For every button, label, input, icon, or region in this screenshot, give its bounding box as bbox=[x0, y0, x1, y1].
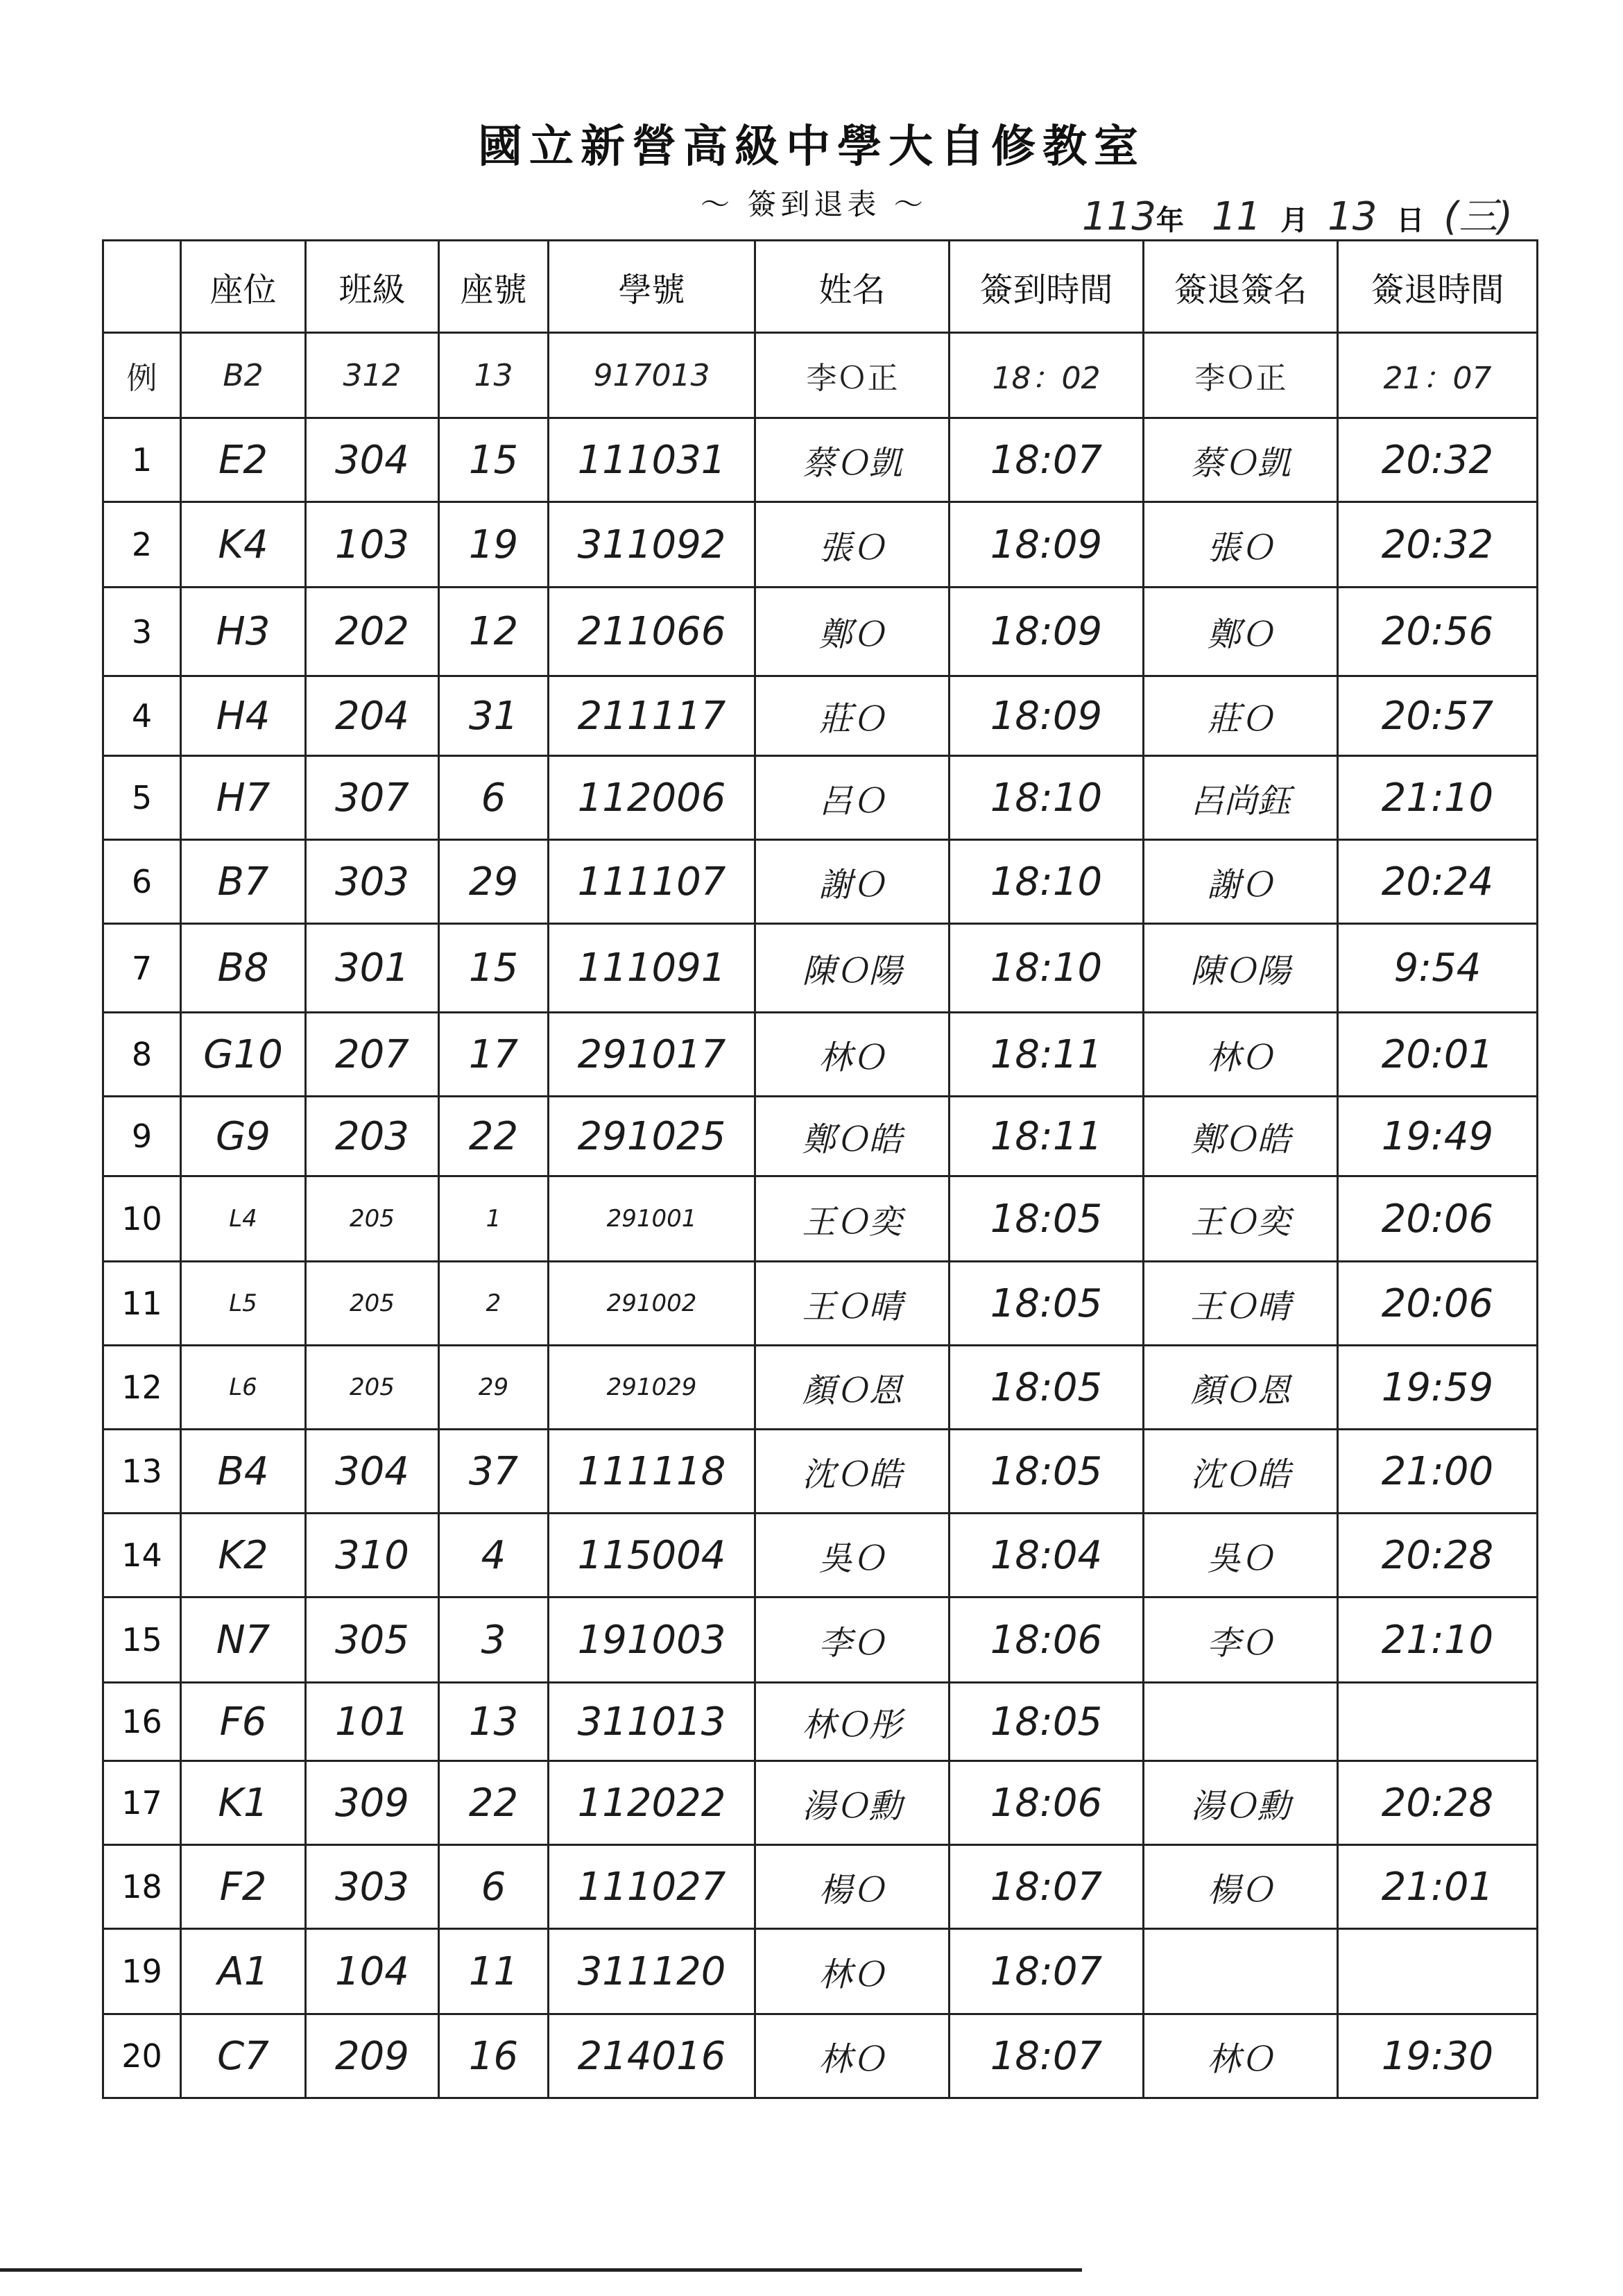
cell-student-id: 191003 bbox=[549, 1597, 755, 1683]
cell-student-id: 311092 bbox=[549, 502, 755, 588]
cell-seat-no: 29 bbox=[439, 840, 549, 924]
cell-sign-out-signature: 王Ｏ奕 bbox=[1144, 1176, 1338, 1262]
cell-row-index: 2 bbox=[103, 502, 181, 588]
cell-seat-no: 1 bbox=[439, 1176, 549, 1262]
cell-sign-out-time: 20:56 bbox=[1338, 588, 1538, 676]
cell-sign-in-time: 18:07 bbox=[950, 2014, 1144, 2098]
table-row bbox=[103, 1013, 1538, 1097]
cell-row-index: 16 bbox=[103, 1683, 181, 1761]
date-day: 13 bbox=[1328, 194, 1377, 239]
cell-sign-out-signature: 林Ｏ bbox=[1144, 1013, 1338, 1097]
date-year-unit: 年 bbox=[1156, 204, 1184, 237]
cell-sign-out-signature: 顏Ｏ恩 bbox=[1144, 1346, 1338, 1430]
cell-student-id: 311120 bbox=[549, 1929, 755, 2014]
cell-student-id: 111118 bbox=[549, 1430, 755, 1514]
example-label: 例 bbox=[103, 333, 181, 418]
cell-sign-out-signature: 蔡Ｏ凱 bbox=[1144, 418, 1338, 502]
cell-student-id: 111027 bbox=[549, 1845, 755, 1929]
cell-sign-in-time: 18:05 bbox=[950, 1262, 1144, 1346]
cell-sign-out-signature: 莊Ｏ bbox=[1144, 676, 1338, 756]
cell-seat: L6 bbox=[181, 1346, 306, 1430]
cell-row-index: 11 bbox=[103, 1262, 181, 1346]
example-class: 312 bbox=[306, 333, 439, 418]
cell-sign-out-time: 19:49 bbox=[1338, 1097, 1538, 1176]
cell-sign-out-time: 21:00 bbox=[1338, 1430, 1538, 1514]
cell-class: 207 bbox=[306, 1013, 439, 1097]
table-row bbox=[103, 588, 1538, 676]
col-header-seat: 座位 bbox=[181, 241, 306, 333]
cell-name: 林Ｏ彤 bbox=[755, 1683, 950, 1761]
cell-row-index: 12 bbox=[103, 1346, 181, 1430]
cell-class: 304 bbox=[306, 418, 439, 502]
table-row bbox=[103, 1097, 1538, 1176]
cell-row-index: 3 bbox=[103, 588, 181, 676]
cell-sign-out-time bbox=[1338, 1929, 1538, 2014]
cell-name: 沈Ｏ皓 bbox=[755, 1430, 950, 1514]
col-header-student-id: 學號 bbox=[549, 241, 755, 333]
cell-sign-out-time: 20:01 bbox=[1338, 1013, 1538, 1097]
cell-student-id: 111031 bbox=[549, 418, 755, 502]
cell-seat-no: 17 bbox=[439, 1013, 549, 1097]
page-bottom-rule bbox=[0, 2268, 1082, 2272]
cell-name: 李Ｏ bbox=[755, 1597, 950, 1683]
col-header-class: 班級 bbox=[306, 241, 439, 333]
cell-name: 蔡Ｏ凱 bbox=[755, 418, 950, 502]
cell-seat: L4 bbox=[181, 1176, 306, 1262]
cell-seat: H7 bbox=[181, 756, 306, 840]
cell-seat: F6 bbox=[181, 1683, 306, 1761]
cell-seat-no: 11 bbox=[439, 1929, 549, 2014]
cell-class: 307 bbox=[306, 756, 439, 840]
cell-seat-no: 37 bbox=[439, 1430, 549, 1514]
cell-class: 305 bbox=[306, 1597, 439, 1683]
date-month: 11 bbox=[1211, 194, 1262, 239]
cell-sign-in-time: 18:10 bbox=[950, 756, 1144, 840]
cell-class: 303 bbox=[306, 840, 439, 924]
cell-row-index: 10 bbox=[103, 1176, 181, 1262]
table-row bbox=[103, 1430, 1538, 1514]
example-row bbox=[103, 333, 1538, 418]
table-row bbox=[103, 840, 1538, 924]
cell-sign-out-signature: 楊Ｏ bbox=[1144, 1845, 1338, 1929]
cell-name: 謝Ｏ bbox=[755, 840, 950, 924]
example-student-id: 917013 bbox=[549, 333, 755, 418]
cell-name: 張Ｏ bbox=[755, 502, 950, 588]
cell-row-index: 17 bbox=[103, 1761, 181, 1845]
cell-name: 鄭Ｏ皓 bbox=[755, 1097, 950, 1176]
cell-sign-out-time: 20:28 bbox=[1338, 1761, 1538, 1845]
cell-seat: A1 bbox=[181, 1929, 306, 2014]
cell-name: 林Ｏ bbox=[755, 1929, 950, 2014]
cell-class: 101 bbox=[306, 1683, 439, 1761]
cell-seat: B7 bbox=[181, 840, 306, 924]
cell-sign-out-time: 21:10 bbox=[1338, 1597, 1538, 1683]
cell-row-index: 6 bbox=[103, 840, 181, 924]
cell-sign-out-signature: 鄭Ｏ bbox=[1144, 588, 1338, 676]
date-month-unit: 月 bbox=[1280, 204, 1309, 237]
cell-sign-out-signature bbox=[1144, 1929, 1338, 2014]
cell-name: 吳Ｏ bbox=[755, 1514, 950, 1597]
cell-name: 呂Ｏ bbox=[755, 756, 950, 840]
cell-seat-no: 12 bbox=[439, 588, 549, 676]
cell-student-id: 291001 bbox=[549, 1176, 755, 1262]
cell-seat: G9 bbox=[181, 1097, 306, 1176]
table-row bbox=[103, 1683, 1538, 1761]
cell-student-id: 111107 bbox=[549, 840, 755, 924]
cell-class: 310 bbox=[306, 1514, 439, 1597]
cell-class: 204 bbox=[306, 676, 439, 756]
cell-student-id: 115004 bbox=[549, 1514, 755, 1597]
cell-sign-out-signature: 湯Ｏ勳 bbox=[1144, 1761, 1338, 1845]
cell-sign-out-time: 20:24 bbox=[1338, 840, 1538, 924]
cell-seat-no: 15 bbox=[439, 924, 549, 1013]
cell-sign-in-time: 18:05 bbox=[950, 1683, 1144, 1761]
col-header-name: 姓名 bbox=[755, 241, 950, 333]
cell-sign-out-signature: 謝Ｏ bbox=[1144, 840, 1338, 924]
cell-row-index: 8 bbox=[103, 1013, 181, 1097]
cell-sign-out-time: 19:30 bbox=[1338, 2014, 1538, 2098]
col-header-sign-in-time: 簽到時間 bbox=[950, 241, 1144, 333]
cell-sign-in-time: 18:07 bbox=[950, 1929, 1144, 2014]
cell-student-id: 211117 bbox=[549, 676, 755, 756]
cell-class: 205 bbox=[306, 1346, 439, 1430]
cell-name: 楊Ｏ bbox=[755, 1845, 950, 1929]
cell-seat: K4 bbox=[181, 502, 306, 588]
table-row bbox=[103, 1761, 1538, 1845]
cell-name: 王Ｏ奕 bbox=[755, 1176, 950, 1262]
cell-class: 301 bbox=[306, 924, 439, 1013]
cell-name: 林Ｏ bbox=[755, 1013, 950, 1097]
cell-name: 林Ｏ bbox=[755, 2014, 950, 2098]
cell-seat: E2 bbox=[181, 418, 306, 502]
col-header-sign-out-signature: 簽退簽名 bbox=[1144, 241, 1338, 333]
cell-seat-no: 13 bbox=[439, 1683, 549, 1761]
cell-class: 203 bbox=[306, 1097, 439, 1176]
example-name: 李Ｏ正 bbox=[755, 333, 950, 418]
cell-sign-in-time: 18:10 bbox=[950, 924, 1144, 1013]
cell-sign-out-signature: 張Ｏ bbox=[1144, 502, 1338, 588]
cell-student-id: 291017 bbox=[549, 1013, 755, 1097]
table-row bbox=[103, 1514, 1538, 1597]
example-sign-out-signature: 李Ｏ正 bbox=[1144, 333, 1338, 418]
date-weekday: (三) bbox=[1443, 194, 1513, 239]
page-title: 國立新營高級中學大自修教室 bbox=[478, 121, 1145, 173]
cell-sign-out-signature: 陳Ｏ陽 bbox=[1144, 924, 1338, 1013]
cell-sign-in-time: 18:10 bbox=[950, 840, 1144, 924]
cell-seat: G10 bbox=[181, 1013, 306, 1097]
cell-seat: H4 bbox=[181, 676, 306, 756]
cell-sign-out-time: 9:54 bbox=[1338, 924, 1538, 1013]
cell-sign-in-time: 18:05 bbox=[950, 1346, 1144, 1430]
cell-sign-out-time: 20:57 bbox=[1338, 676, 1538, 756]
example-sign-in-time: 18：02 bbox=[950, 333, 1144, 418]
col-header-sign-out-time: 簽退時間 bbox=[1338, 241, 1538, 333]
example-seat-no: 13 bbox=[439, 333, 549, 418]
table-row bbox=[103, 924, 1538, 1013]
cell-seat: K1 bbox=[181, 1761, 306, 1845]
cell-student-id: 112022 bbox=[549, 1761, 755, 1845]
cell-seat-no: 6 bbox=[439, 756, 549, 840]
cell-seat-no: 15 bbox=[439, 418, 549, 502]
cell-sign-out-signature: 林Ｏ bbox=[1144, 2014, 1338, 2098]
example-seat: B2 bbox=[181, 333, 306, 418]
cell-student-id: 211066 bbox=[549, 588, 755, 676]
cell-class: 309 bbox=[306, 1761, 439, 1845]
cell-row-index: 4 bbox=[103, 676, 181, 756]
cell-sign-in-time: 18:05 bbox=[950, 1176, 1144, 1262]
cell-class: 103 bbox=[306, 502, 439, 588]
cell-seat-no: 4 bbox=[439, 1514, 549, 1597]
table-row bbox=[103, 1176, 1538, 1262]
cell-sign-out-signature: 呂尚鈺 bbox=[1144, 756, 1338, 840]
cell-name: 莊Ｏ bbox=[755, 676, 950, 756]
table-row bbox=[103, 676, 1538, 756]
cell-student-id: 111091 bbox=[549, 924, 755, 1013]
sign-in-table bbox=[102, 239, 1538, 2099]
table-row bbox=[103, 502, 1538, 588]
cell-sign-in-time: 18:11 bbox=[950, 1013, 1144, 1097]
cell-class: 304 bbox=[306, 1430, 439, 1514]
cell-student-id: 291029 bbox=[549, 1346, 755, 1430]
cell-sign-in-time: 18:09 bbox=[950, 588, 1144, 676]
cell-sign-out-signature: 鄭Ｏ皓 bbox=[1144, 1097, 1338, 1176]
cell-row-index: 19 bbox=[103, 1929, 181, 2014]
cell-class: 205 bbox=[306, 1176, 439, 1262]
example-sign-out-time: 21：07 bbox=[1338, 333, 1538, 418]
table-row bbox=[103, 1845, 1538, 1929]
cell-row-index: 15 bbox=[103, 1597, 181, 1683]
cell-class: 104 bbox=[306, 1929, 439, 2014]
page-subtitle: ～ 簽到退表 ～ bbox=[701, 187, 927, 221]
cell-seat: F2 bbox=[181, 1845, 306, 1929]
cell-seat: B8 bbox=[181, 924, 306, 1013]
cell-seat-no: 2 bbox=[439, 1262, 549, 1346]
cell-seat-no: 22 bbox=[439, 1761, 549, 1845]
cell-row-index: 5 bbox=[103, 756, 181, 840]
cell-sign-out-signature: 王Ｏ晴 bbox=[1144, 1262, 1338, 1346]
cell-seat-no: 6 bbox=[439, 1845, 549, 1929]
cell-seat-no: 29 bbox=[439, 1346, 549, 1430]
cell-sign-in-time: 18:06 bbox=[950, 1761, 1144, 1845]
table-row bbox=[103, 1929, 1538, 2014]
cell-class: 205 bbox=[306, 1262, 439, 1346]
table-row bbox=[103, 1262, 1538, 1346]
table-row bbox=[103, 1597, 1538, 1683]
cell-sign-in-time: 18:06 bbox=[950, 1597, 1144, 1683]
cell-name: 湯Ｏ勳 bbox=[755, 1761, 950, 1845]
cell-sign-out-time: 20:32 bbox=[1338, 502, 1538, 588]
cell-student-id: 291025 bbox=[549, 1097, 755, 1176]
cell-sign-out-signature bbox=[1144, 1683, 1338, 1761]
table-row bbox=[103, 756, 1538, 840]
col-header-index bbox=[103, 241, 181, 333]
cell-sign-out-time: 20:06 bbox=[1338, 1176, 1538, 1262]
cell-seat: L5 bbox=[181, 1262, 306, 1346]
cell-class: 209 bbox=[306, 2014, 439, 2098]
cell-sign-out-time: 21:01 bbox=[1338, 1845, 1538, 1929]
cell-row-index: 1 bbox=[103, 418, 181, 502]
cell-seat-no: 31 bbox=[439, 676, 549, 756]
cell-sign-in-time: 18:07 bbox=[950, 1845, 1144, 1929]
cell-sign-in-time: 18:09 bbox=[950, 502, 1144, 588]
date-line bbox=[1082, 186, 1532, 241]
cell-seat-no: 19 bbox=[439, 502, 549, 588]
cell-student-id: 291002 bbox=[549, 1262, 755, 1346]
table-row bbox=[103, 1346, 1538, 1430]
cell-name: 王Ｏ晴 bbox=[755, 1262, 950, 1346]
cell-row-index: 13 bbox=[103, 1430, 181, 1514]
cell-student-id: 112006 bbox=[549, 756, 755, 840]
cell-seat-no: 16 bbox=[439, 2014, 549, 2098]
cell-sign-in-time: 18:07 bbox=[950, 418, 1144, 502]
cell-seat: B4 bbox=[181, 1430, 306, 1514]
col-header-seat-no: 座號 bbox=[439, 241, 549, 333]
table-header-row bbox=[103, 241, 1538, 333]
cell-sign-out-time: 20:06 bbox=[1338, 1262, 1538, 1346]
cell-sign-out-signature: 李Ｏ bbox=[1144, 1597, 1338, 1683]
cell-student-id: 214016 bbox=[549, 2014, 755, 2098]
cell-name: 陳Ｏ陽 bbox=[755, 924, 950, 1013]
cell-class: 303 bbox=[306, 1845, 439, 1929]
cell-sign-out-signature: 吳Ｏ bbox=[1144, 1514, 1338, 1597]
cell-sign-in-time: 18:09 bbox=[950, 676, 1144, 756]
table-row bbox=[103, 2014, 1538, 2098]
cell-row-index: 20 bbox=[103, 2014, 181, 2098]
cell-row-index: 9 bbox=[103, 1097, 181, 1176]
cell-sign-out-time: 19:59 bbox=[1338, 1346, 1538, 1430]
table-row bbox=[103, 418, 1538, 502]
cell-sign-out-time: 21:10 bbox=[1338, 756, 1538, 840]
cell-seat: C7 bbox=[181, 2014, 306, 2098]
cell-class: 202 bbox=[306, 588, 439, 676]
cell-seat: H3 bbox=[181, 588, 306, 676]
cell-seat-no: 3 bbox=[439, 1597, 549, 1683]
cell-seat-no: 22 bbox=[439, 1097, 549, 1176]
date-year: 113 bbox=[1082, 194, 1156, 239]
cell-name: 顏Ｏ恩 bbox=[755, 1346, 950, 1430]
cell-seat: K2 bbox=[181, 1514, 306, 1597]
cell-sign-out-time: 20:28 bbox=[1338, 1514, 1538, 1597]
cell-sign-in-time: 18:04 bbox=[950, 1514, 1144, 1597]
cell-row-index: 7 bbox=[103, 924, 181, 1013]
cell-sign-out-time bbox=[1338, 1683, 1538, 1761]
cell-seat: N7 bbox=[181, 1597, 306, 1683]
cell-sign-out-signature: 沈Ｏ皓 bbox=[1144, 1430, 1338, 1514]
cell-row-index: 14 bbox=[103, 1514, 181, 1597]
cell-row-index: 18 bbox=[103, 1845, 181, 1929]
cell-sign-in-time: 18:11 bbox=[950, 1097, 1144, 1176]
cell-student-id: 311013 bbox=[549, 1683, 755, 1761]
cell-sign-in-time: 18:05 bbox=[950, 1430, 1144, 1514]
cell-sign-out-time: 20:32 bbox=[1338, 418, 1538, 502]
cell-name: 鄭Ｏ bbox=[755, 588, 950, 676]
date-day-unit: 日 bbox=[1396, 204, 1425, 237]
